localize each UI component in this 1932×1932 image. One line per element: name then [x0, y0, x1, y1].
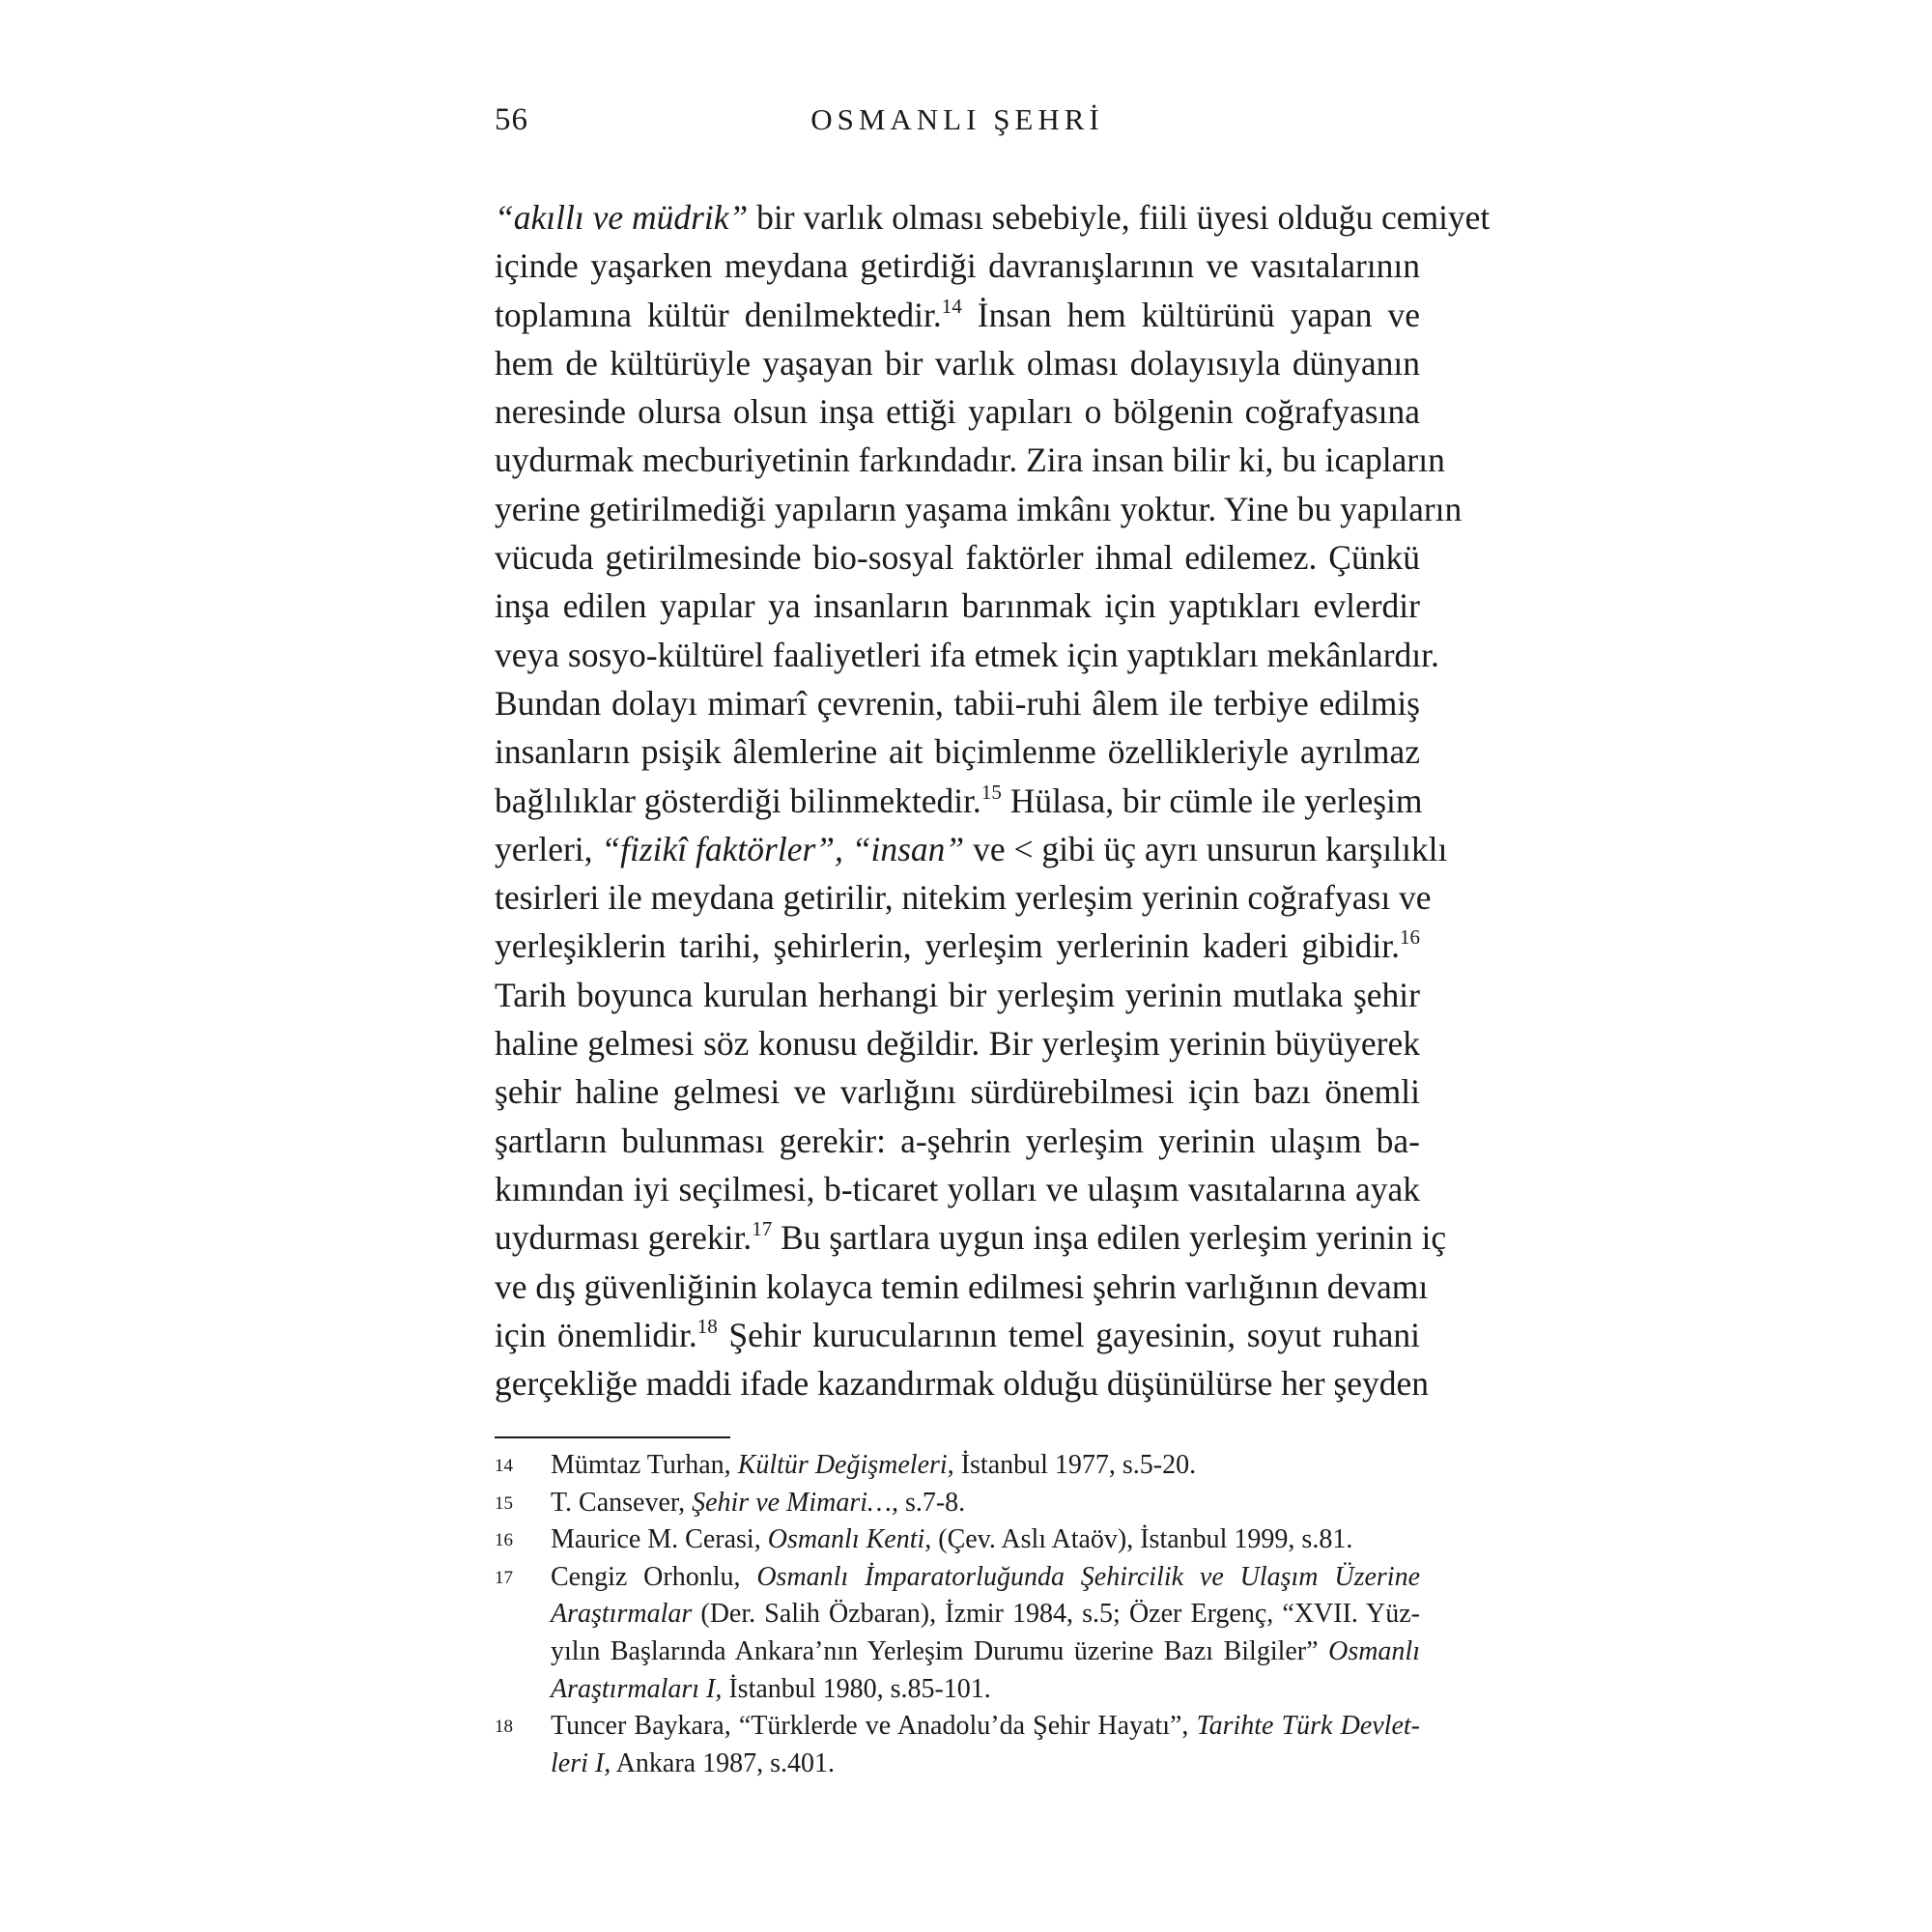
text-run: şartların bulunması gerekir: a-şehrin yerleşim yerinin ulaşım ba-	[495, 1121, 1420, 1160]
body-line	[495, 1165, 1420, 1213]
text-run: bir varlık olması sebebiyle, fiili üyesi olduğu cemiyet	[748, 198, 1491, 237]
italic-text: Osmanlı Kenti,	[767, 1524, 932, 1555]
body-line	[495, 777, 1423, 825]
footnotes	[495, 1447, 1420, 1782]
text-run: T. Cansever,	[551, 1487, 693, 1518]
footnote-line	[551, 1559, 1420, 1597]
body-line	[495, 582, 1420, 630]
text-run: vücuda getirilmesinde bio-sosyal faktörler ihmal edilemez. Çünkü	[495, 538, 1420, 578]
text-run: İstanbul 1980, s.85-101.	[722, 1673, 991, 1704]
body-line	[495, 679, 1420, 727]
italic-text: Osmanlı İmparatorluğunda Şehircilik ve Ulaşım Üzerine	[756, 1561, 1420, 1592]
footnote-15	[495, 1485, 1420, 1522]
text-run: yılın Başlarında Ankara’nın Yerleşim Durumu üzerine Bazı Bilgiler”	[551, 1635, 1329, 1666]
footnote-line	[551, 1521, 1420, 1559]
body-line	[495, 873, 1432, 922]
italic-text: Kültür Değişmeleri,	[737, 1450, 954, 1480]
text-run: hem de kültürüyle yaşayan bir varlık olması dolayısıyla dünyanın	[495, 343, 1420, 383]
text-run: Tuncer Baykara, “Türklerde ve Anadolu’da Şehir Hayatı”,	[551, 1711, 1197, 1742]
footnote-line	[551, 1708, 1420, 1746]
text-run: toplamına kültür denilmektedir.	[495, 295, 942, 334]
footnote-17	[495, 1559, 1420, 1708]
body-line	[495, 922, 1420, 970]
page-header	[495, 102, 1420, 145]
footnote-line	[551, 1671, 1420, 1709]
body-line	[495, 1263, 1429, 1311]
text-run: Bundan dolayı mimarî çevrenin, tabii-ruhi âlem ile terbiye edilmiş	[495, 683, 1420, 723]
footnote-14	[495, 1447, 1420, 1485]
text-run: Tarih boyunca kurulan herhangi bir yerleşim yerinin mutlaka şehir	[495, 975, 1420, 1014]
footnote-number: 15	[495, 1492, 513, 1514]
footnote-18	[495, 1708, 1420, 1782]
body-line	[495, 485, 1463, 533]
text-run: şehir haline gelmesi ve varlığını sürdürebilmesi için bazı önemli	[495, 1072, 1420, 1112]
body-line	[495, 971, 1420, 1019]
text-run: (Çev. Aslı Ataöv), İstanbul 1999, s.81.	[931, 1524, 1353, 1555]
body-line	[495, 436, 1445, 484]
body-line	[495, 291, 1420, 339]
italic-text: Araştırmaları I,	[551, 1673, 723, 1704]
text-run: yerine getirilmediği yapıların yaşama imkânı yoktur. Yine bu yapıların	[495, 489, 1463, 528]
italic-text: Tarihte Türk Devlet-	[1196, 1711, 1420, 1742]
text-run: Mümtaz Turhan,	[551, 1450, 738, 1480]
footnote-line	[551, 1485, 1420, 1522]
text-run: İstanbul 1977, s.5-20.	[953, 1450, 1197, 1480]
text-run: Bu şartlara uygun inşa edilen yerleşim yerinin iç	[772, 1218, 1447, 1258]
page-number: 56	[495, 102, 528, 137]
text-run: İnsan hem kültürünü yapan ve	[961, 295, 1420, 334]
body-text	[495, 193, 1491, 1407]
text-run: veya sosyo-kültürel faaliyetleri ifa etmek için yaptıkları mekânlardır.	[495, 635, 1439, 674]
text-run: s.7-8.	[897, 1487, 966, 1518]
footnote-ref: 14	[941, 294, 962, 318]
body-line	[495, 533, 1420, 582]
text-run: tesirleri ile meydana getirilir, nitekim yerleşim yerinin coğrafyası ve	[495, 878, 1432, 918]
footnote-ref: 16	[1400, 925, 1420, 950]
italic-text: “fizikî faktörler”, “insan”	[601, 829, 965, 868]
body-line	[495, 1117, 1420, 1165]
body-line	[495, 1067, 1420, 1116]
text-run: ve dış güvenliğinin kolayca temin edilmesi şehrin varlığının devamı	[495, 1266, 1429, 1306]
body-line	[495, 242, 1420, 290]
text-run: insanların psişik âlemlerine ait biçimlenme özellikleriyle ayrılmaz	[495, 732, 1420, 772]
italic-text: Araştırmalar	[551, 1599, 693, 1630]
body-line	[495, 1019, 1420, 1067]
italic-text: Şehir ve Mimari…,	[692, 1487, 898, 1518]
text-run: yerleşiklerin tarihi, şehirlerin, yerleşim yerlerinin kaderi gibidir.	[495, 926, 1400, 966]
footnote-ref: 15	[980, 780, 1002, 804]
text-run: yerleri,	[495, 829, 602, 868]
italic-text: “akıllı ve müdrik”	[495, 198, 749, 237]
text-run: uydurmak mecburiyetinin farkındadır. Zira insan bilir ki, bu icapların	[495, 440, 1445, 480]
text-run: (Der. Salih Özbaran), İzmir 1984, s.5; Özer Ergenç, “XVII. Yüz-	[692, 1599, 1420, 1630]
text-run: Ankara 1987, s.401.	[611, 1747, 835, 1778]
text-run: ve < gibi üç ayrı unsurun karşılıklı	[964, 829, 1448, 868]
body-line	[495, 727, 1420, 776]
italic-text: Osmanlı	[1328, 1635, 1420, 1666]
body-line	[495, 631, 1439, 679]
text-run: Cengiz Orhonlu,	[551, 1561, 757, 1592]
text-run: Maurice M. Cerasi,	[551, 1524, 768, 1555]
body-line	[495, 1359, 1430, 1407]
text-run: Hülasa, bir cümle ile yerleşim	[1001, 781, 1423, 820]
body-line	[495, 1311, 1420, 1359]
footnote-line	[551, 1746, 1420, 1783]
text-run: neresinde olursa olsun inşa ettiği yapıları o bölgenin coğrafyasına	[495, 392, 1420, 432]
italic-text: leri I,	[551, 1747, 611, 1778]
footnote-line	[551, 1447, 1420, 1485]
body-line	[495, 825, 1448, 873]
text-run: kımından iyi seçilmesi, b-ticaret yolları ve ulaşım vasıtalarına ayak	[495, 1169, 1420, 1208]
footnote-line	[551, 1634, 1420, 1671]
text-run: Şehir kurucularının temel gayesinin, soyut ruhani	[717, 1315, 1420, 1354]
footnote-ref: 18	[696, 1314, 718, 1338]
text-run: haline gelmesi söz konusu değildir. Bir yerleşim yerinin büyüyerek	[495, 1024, 1420, 1064]
footnote-number: 16	[495, 1530, 513, 1551]
text-run: içinde yaşarken meydana getirdiği davranışlarının ve vasıtalarının	[495, 246, 1420, 286]
text-run: için önemlidir.	[495, 1315, 697, 1354]
footnote-number: 17	[495, 1567, 513, 1588]
text-run: uydurması gerekir.	[495, 1218, 753, 1258]
footnote-number: 18	[495, 1717, 513, 1738]
body-line	[495, 339, 1420, 387]
text-run: inşa edilen yapılar ya insanların barınmak için yaptıkları evlerdir	[495, 586, 1420, 626]
body-line	[495, 193, 1491, 242]
text-run: gerçekliğe maddi ifade kazandırmak olduğu düşünülürse her şeyden	[495, 1364, 1430, 1404]
running-title: OSMANLI ŞEHRİ	[810, 102, 1104, 136]
footnote-line	[551, 1596, 1420, 1634]
footnote-number: 14	[495, 1456, 513, 1476]
footnote-separator	[495, 1436, 730, 1438]
text-run: bağlılıklar gösterdiği bilinmektedir.	[495, 781, 981, 820]
footnote-16	[495, 1521, 1420, 1559]
footnote-ref: 17	[752, 1217, 773, 1241]
body-line	[495, 387, 1420, 436]
body-line	[495, 1213, 1447, 1262]
